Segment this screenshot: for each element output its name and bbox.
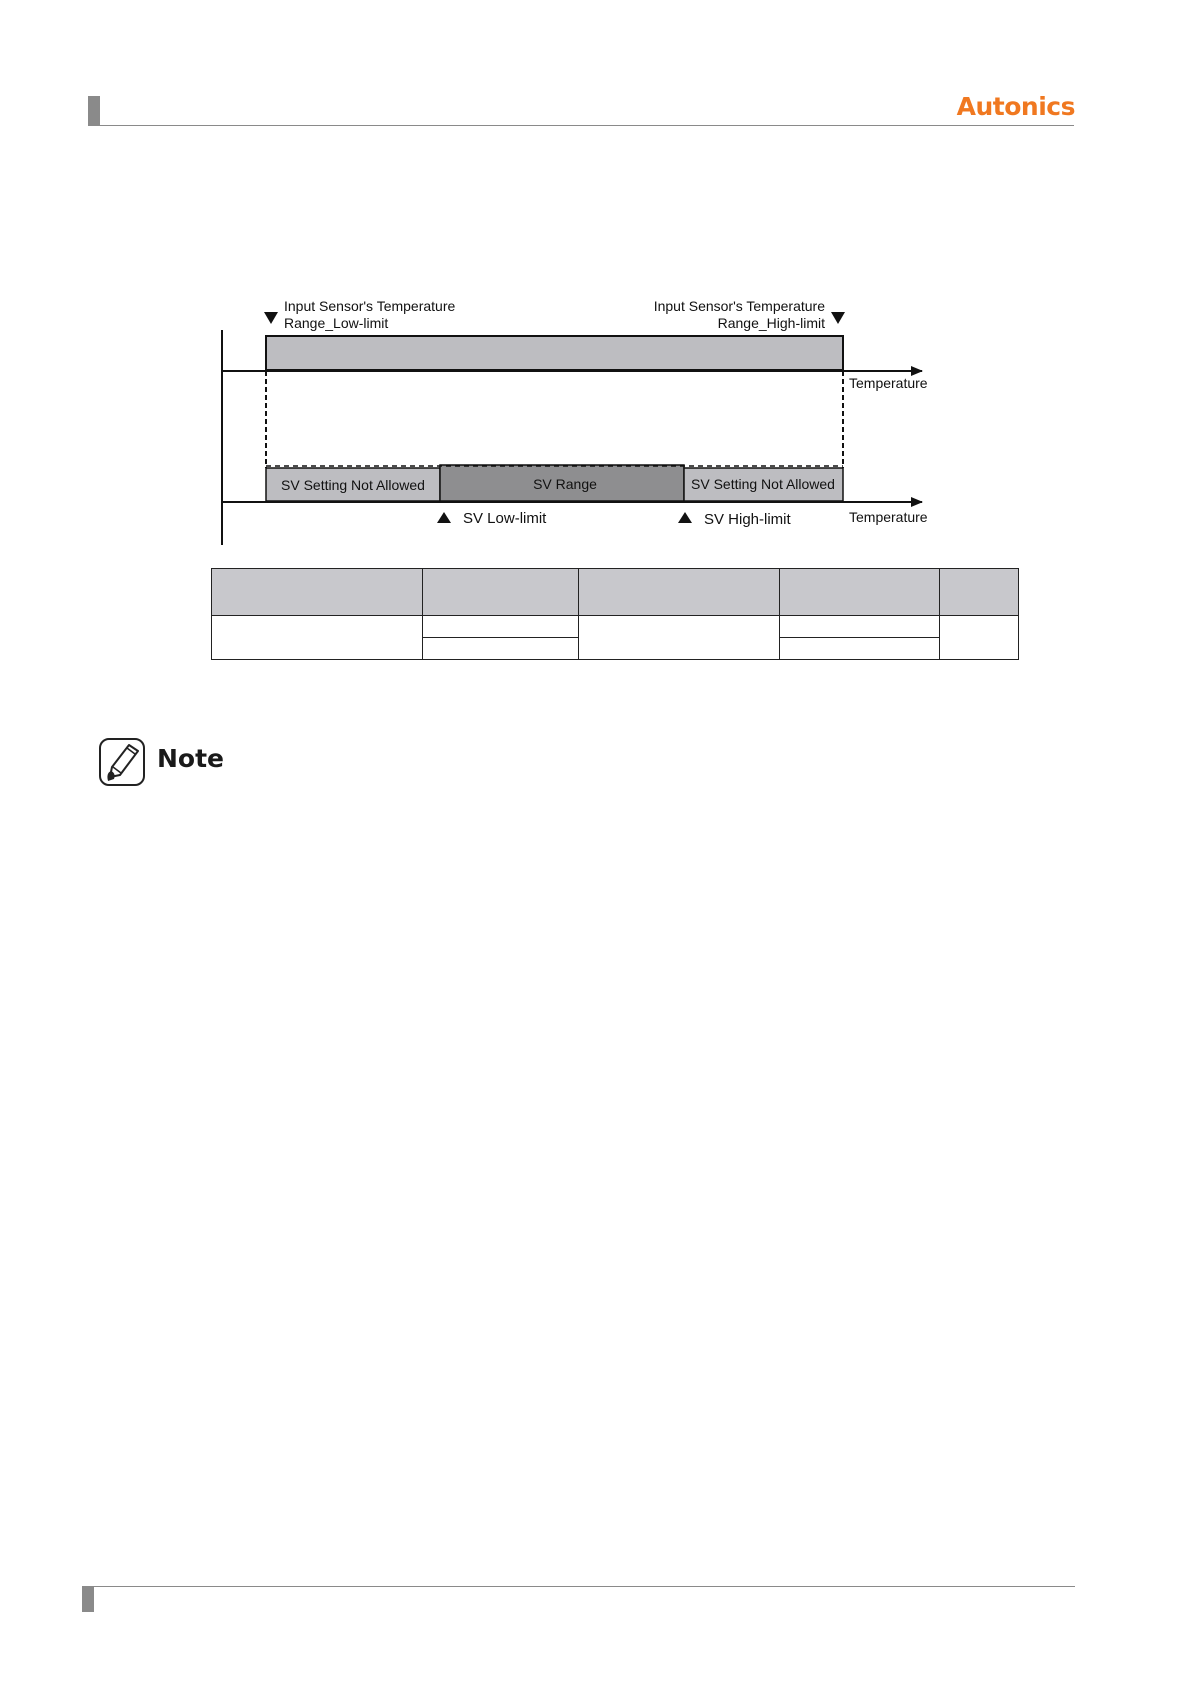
low-limit-label-line1: Input Sensor's Temperature — [284, 298, 456, 314]
table-header-cell — [423, 569, 579, 616]
table-header-cell — [940, 569, 1019, 616]
sensor-range-bar — [266, 336, 843, 370]
table-cell — [940, 616, 1019, 660]
sv-high-up-marker — [678, 512, 692, 523]
table-header-cell — [212, 569, 423, 616]
segment-middle-label: SV Range — [533, 476, 597, 492]
high-limit-label-line1: Input Sensor's Temperature — [653, 298, 825, 314]
note-pencil-icon — [98, 737, 146, 787]
bottom-axis-label: Temperature — [849, 509, 928, 525]
table-cell — [780, 638, 940, 660]
table-cell — [212, 616, 423, 660]
table-header-cell — [579, 569, 780, 616]
table-header-row — [212, 569, 1019, 616]
segment-left-label: SV Setting Not Allowed — [281, 477, 425, 493]
sv-low-label: SV Low-limit — [463, 510, 547, 527]
sv-high-label: SV High-limit — [704, 511, 791, 528]
high-limit-label-line2: Range_High-limit — [717, 315, 825, 331]
table-header-cell — [780, 569, 940, 616]
sv-low-up-marker — [437, 512, 451, 523]
table-cell — [579, 616, 780, 660]
low-limit-down-marker — [264, 312, 278, 324]
high-limit-down-marker — [831, 312, 845, 324]
footer-tab-marker — [82, 1586, 94, 1612]
sv-limit-table — [211, 568, 1019, 660]
low-limit-label-line2: Range_Low-limit — [284, 315, 389, 331]
segment-right-label: SV Setting Not Allowed — [691, 476, 835, 492]
footer-rule — [82, 1586, 1075, 1587]
brand-logo: Autonics — [956, 92, 1075, 121]
table-cell — [423, 616, 579, 638]
table-row — [212, 616, 1019, 638]
note-heading: Note — [157, 744, 225, 773]
top-axis-label: Temperature — [849, 375, 928, 391]
sv-range-diagram — [0, 0, 1191, 560]
table-cell — [780, 616, 940, 638]
table-cell — [423, 638, 579, 660]
